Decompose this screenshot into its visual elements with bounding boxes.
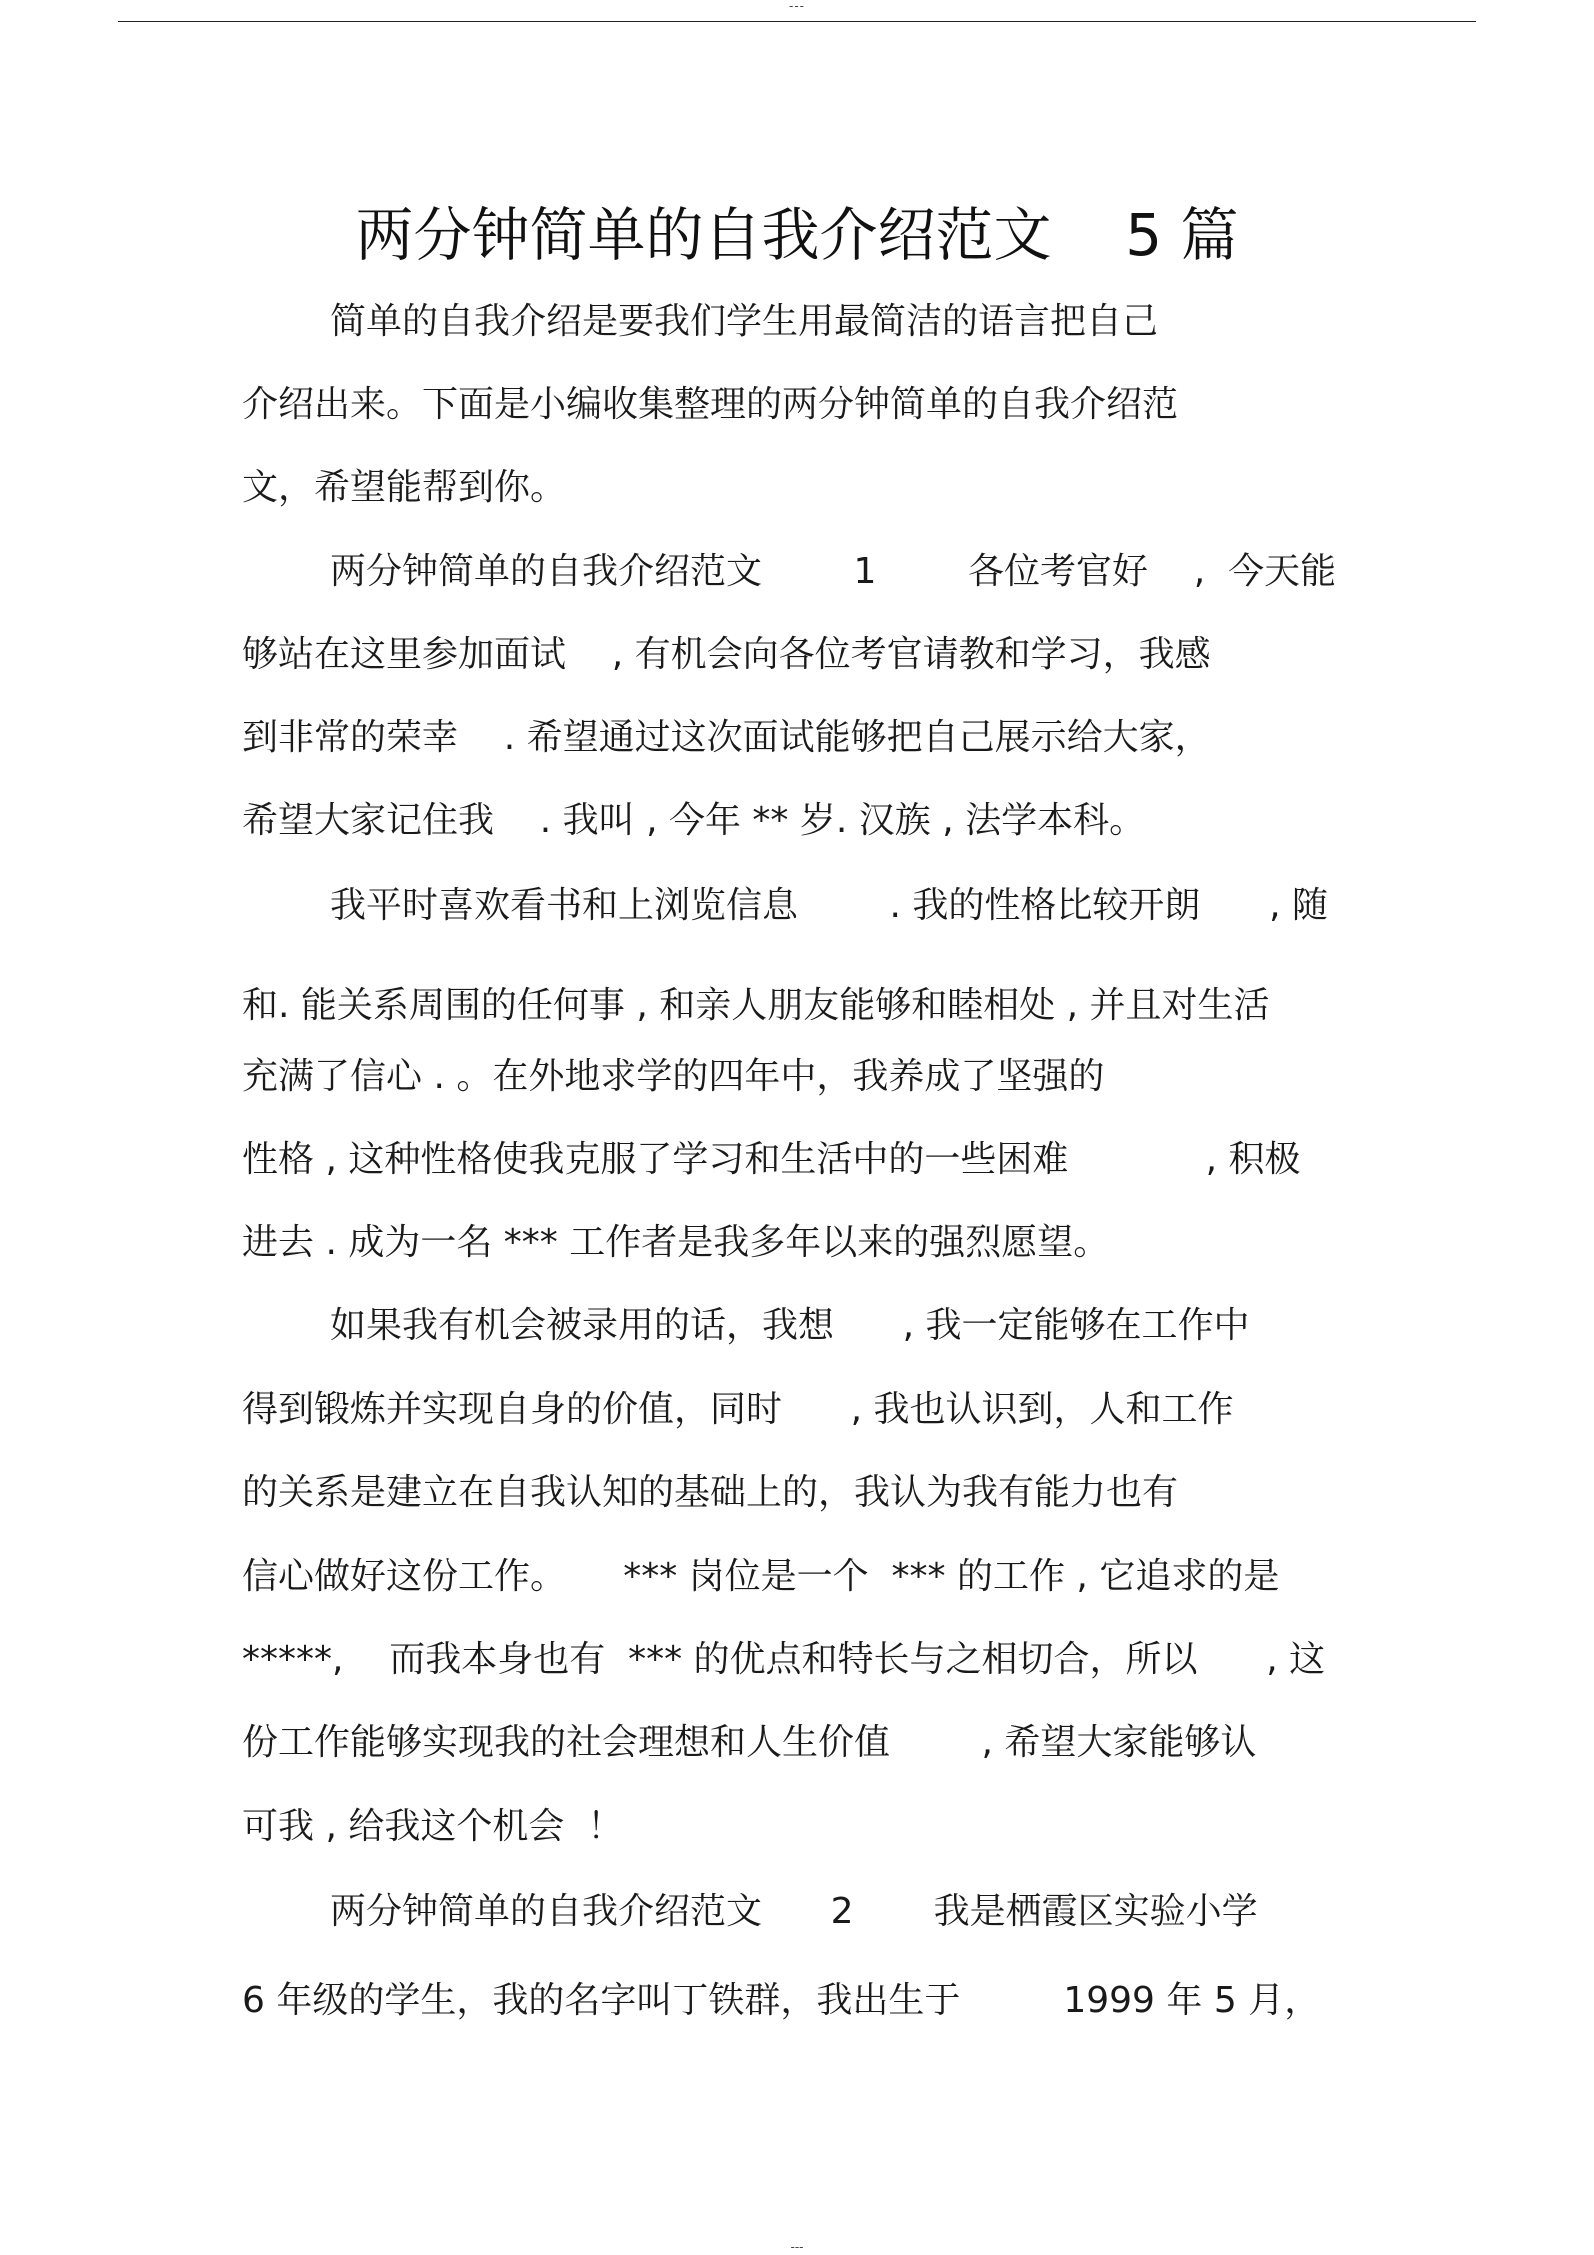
body-line: 我平时喜欢看书和上浏览信息 . 我的性格比较开朗 , 随 — [330, 885, 1328, 926]
body-line: 的关系是建立在自我认知的基础上的，我认为我有能力也有 — [242, 1472, 1179, 1513]
body-line: 如果我有机会被录用的话，我想 , 我一定能够在工作中 — [330, 1305, 1250, 1346]
body-line: 希望大家记住我 . 我叫 , 今年 ** 岁. 汉族 , 法学本科。 — [242, 800, 1146, 841]
body-line: 够站在这里参加面试 , 有机会向各位考官请教和学习，我感 — [242, 634, 1211, 675]
body-line: 和. 能关系周围的任何事 , 和亲人朋友能够和睦相处 , 并且对生活 — [242, 985, 1270, 1026]
body-line: 两分钟简单的自我介绍范文 1 各位考官好 , 今天能 — [330, 551, 1337, 592]
body-line: 得到锻炼并实现自身的价值，同时 , 我也认识到，人和工作 — [242, 1389, 1234, 1430]
body-line: 到非常的荣幸 . 希望通过这次面试能够把自己展示给大家， — [242, 717, 1211, 758]
body-line: 份工作能够实现我的社会理想和人生价值 , 希望大家能够认 — [242, 1722, 1257, 1763]
body-line: 两分钟简单的自我介绍范文 2 我是栖霞区实验小学 — [330, 1891, 1258, 1932]
body-line: 文，希望能帮到你。 — [242, 467, 567, 508]
body-line: 性格 , 这种性格使我克服了学习和生活中的一些困难 , 积极 — [242, 1139, 1301, 1180]
body-line: *****, 而我本身也有 *** 的优点和特长与之相切合，所以 , 这 — [242, 1639, 1326, 1680]
body-line: 充满了信心 . 。在外地求学的四年中，我养成了坚强的 — [242, 1056, 1105, 1097]
body-line: 可我 , 给我这个机会 ！ — [242, 1806, 624, 1847]
document-title: 两分钟简单的自我介绍范文 5 篇 — [355, 201, 1239, 269]
body-line: 6 年级的学生，我的名字叫丁铁群，我出生于 1999 年 5 月， — [242, 1980, 1321, 2021]
header-divider — [118, 21, 1476, 22]
footer-mark: --- — [790, 2240, 804, 2254]
header-mark: --- — [789, 0, 805, 13]
body-line: 简单的自我介绍是要我们学生用最简洁的语言把自己 — [330, 301, 1159, 342]
body-line: 介绍出来。下面是小编收集整理的两分钟简单的自我介绍范 — [242, 384, 1179, 425]
body-line: 进去 . 成为一名 *** 工作者是我多年以来的强烈愿望。 — [242, 1222, 1110, 1263]
body-line: 信心做好这份工作。 *** 岗位是一个 *** 的工作 , 它追求的是 — [242, 1556, 1280, 1597]
